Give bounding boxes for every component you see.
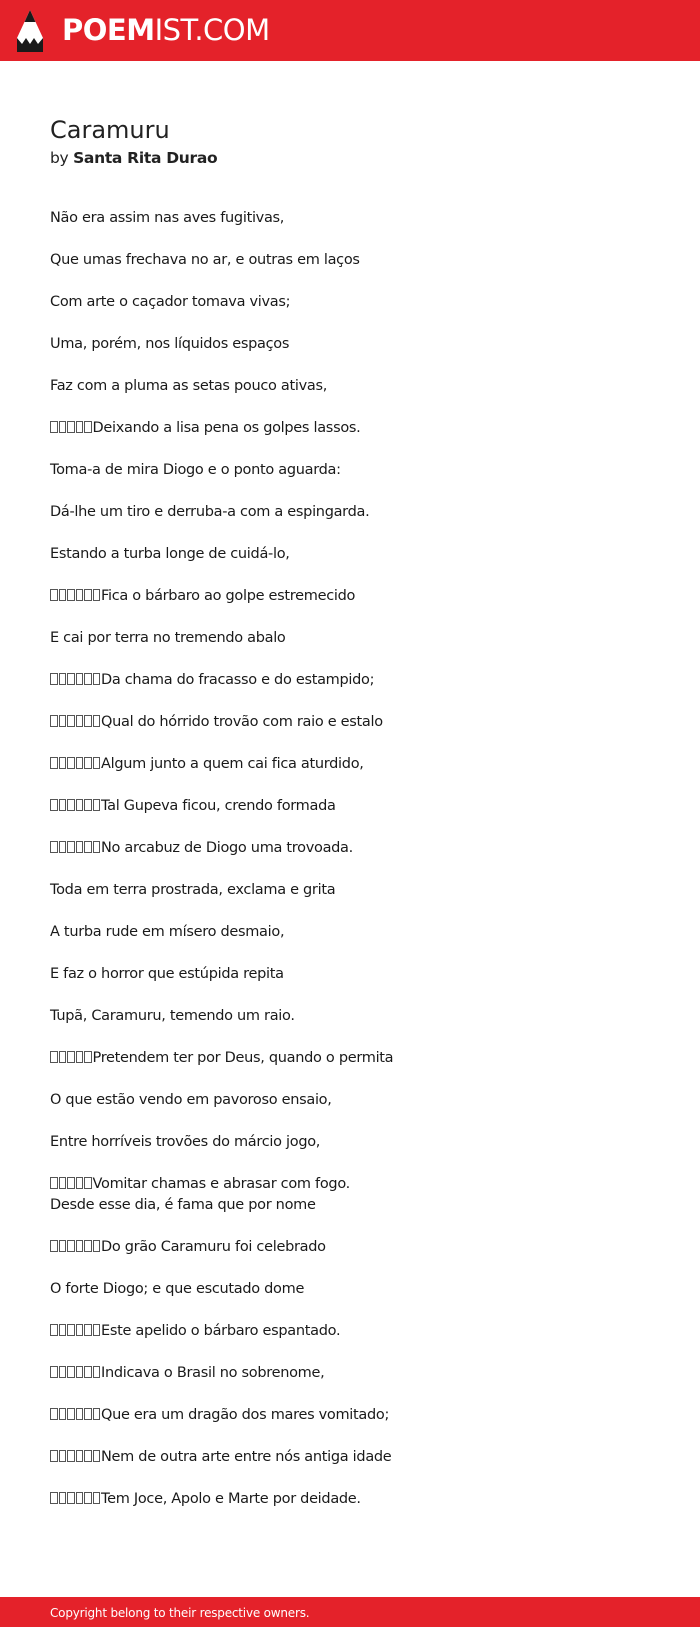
missing-glyph-indent: [50, 1406, 101, 1419]
missing-glyph-indent: [50, 1490, 101, 1503]
poem-line-text: Dá-lhe um tiro e derruba-a com a espingarda.: [50, 504, 370, 520]
poem-line-text: Toma-a de mira Diogo e o ponto aguarda:: [50, 462, 341, 478]
poem-line-text: O que estão vendo em pavoroso ensaio,: [50, 1092, 332, 1108]
poem-line: [50, 1489, 670, 1510]
poem-line-text: Qual do hórrido trovão com raio e estalo: [101, 714, 383, 730]
poem-line-text: Tal Gupeva ficou, crendo formada: [101, 798, 336, 814]
missing-glyph-indent: [50, 1238, 101, 1251]
poem-line: [50, 1279, 670, 1300]
missing-glyph-indent: [50, 839, 101, 852]
poem-line-text: Toda em terra prostrada, exclama e grita: [50, 882, 336, 898]
poem-line-text: Vomitar chamas e abrasar com fogo.: [92, 1176, 350, 1192]
poem-line: [50, 1006, 670, 1027]
poem-line: [50, 628, 670, 649]
poem-line: [50, 1195, 670, 1216]
missing-glyph-indent: [50, 671, 101, 684]
poem-line-text: Da chama do fracasso e do estampido;: [101, 672, 375, 688]
poem-line-text: Entre horríveis trovões do márcio jogo,: [50, 1134, 321, 1150]
poem-body: [50, 208, 670, 1531]
poem-line: [50, 1090, 670, 1111]
poem-line: [50, 460, 670, 481]
poem-line: [50, 250, 670, 271]
poem-line-text: A turba rude em mísero desmaio,: [50, 924, 285, 940]
poem-line-text: Algum junto a quem cai fica aturdido,: [101, 756, 364, 772]
poem-line: [50, 418, 670, 439]
poem-line: [50, 1132, 670, 1153]
poem-line: [50, 376, 670, 397]
poem-line: [50, 1447, 670, 1468]
poem-line: [50, 880, 670, 901]
poem-line-text: Estando a turba longe de cuidá-lo,: [50, 546, 290, 562]
missing-glyph-indent: [50, 755, 101, 768]
poem-line-text: Com arte o caçador tomava vivas;: [50, 294, 291, 310]
poem-line: [50, 838, 670, 859]
missing-glyph-indent: [50, 1364, 101, 1377]
missing-glyph-indent: [50, 1322, 101, 1335]
poem-line-text: E cai por terra no tremendo abalo: [50, 630, 286, 646]
poem-line-text: Este apelido o bárbaro espantado.: [101, 1323, 341, 1339]
site-header: [0, 0, 700, 61]
poem-line-text: Desde esse dia, é fama que por nome: [50, 1197, 316, 1213]
poem-line-text: Fica o bárbaro ao golpe estremecido: [101, 588, 356, 604]
poem-line: [50, 1405, 670, 1426]
poem-line-text: Pretendem ter por Deus, quando o permita: [92, 1050, 394, 1066]
poem-line-text: Uma, porém, nos líquidos espaços: [50, 336, 290, 352]
missing-glyph-indent: [50, 1049, 93, 1062]
poem-line: [50, 292, 670, 313]
poem-line-text: No arcabuz de Diogo uma trovoada.: [101, 840, 353, 856]
poem-line: [50, 1321, 670, 1342]
missing-glyph-indent: [50, 1175, 93, 1188]
poem-line-text: Tem Joce, Apolo e Marte por deidade.: [101, 1491, 361, 1507]
missing-glyph-indent: [50, 587, 101, 600]
missing-glyph-indent: [50, 1448, 101, 1461]
poem-line: [50, 208, 670, 229]
poem-line-text: Não era assim nas aves fugitivas,: [50, 210, 285, 226]
poem-line-text: Indicava o Brasil no sobrenome,: [101, 1365, 325, 1381]
poem-line: [50, 1048, 670, 1069]
poem-line-text: Nem de outra arte entre nós antiga idade: [101, 1449, 392, 1465]
poem-line-text: Tupã, Caramuru, temendo um raio.: [50, 1008, 295, 1024]
poem-author: Santa Rita Durao: [73, 149, 218, 167]
poem-line: [50, 334, 670, 355]
by-label: by: [50, 149, 69, 167]
poem-line: [50, 586, 670, 607]
logo-rest-text: IST.COM: [154, 13, 270, 47]
missing-glyph-indent: [50, 419, 93, 432]
poem-line: [50, 754, 670, 775]
poem-line-text: Deixando a lisa pena os golpes lassos.: [92, 420, 361, 436]
poem-line: [50, 1237, 670, 1258]
copyright-text: Copyright belong to their respective owners.: [50, 1606, 310, 1620]
poem-line: [50, 964, 670, 985]
poem-title: Caramuru: [50, 116, 170, 144]
poem-line: [50, 796, 670, 817]
logo-bold-text: POEM: [62, 13, 155, 47]
poem-line-text: Do grão Caramuru foi celebrado: [101, 1239, 326, 1255]
poem-line: [50, 1174, 670, 1195]
poem-line: [50, 502, 670, 523]
poem-line-text: Que era um dragão dos mares vomitado;: [101, 1407, 390, 1423]
poem-line: [50, 544, 670, 565]
poem-line-text: Faz com a pluma as setas pouco ativas,: [50, 378, 328, 394]
poem-line-text: E faz o horror que estúpida repita: [50, 966, 284, 982]
poem-line: [50, 712, 670, 733]
pencil-icon[interactable]: [17, 10, 43, 52]
poem-byline: [50, 147, 217, 169]
poem-line: [50, 670, 670, 691]
missing-glyph-indent: [50, 797, 101, 810]
poem-line: [50, 1363, 670, 1384]
poem-line: [50, 922, 670, 943]
poem-line-text: Que umas frechava no ar, e outras em laços: [50, 252, 360, 268]
site-logo[interactable]: [62, 10, 270, 50]
site-footer: [0, 1597, 700, 1627]
missing-glyph-indent: [50, 713, 101, 726]
poem-line-text: O forte Diogo; e que escutado dome: [50, 1281, 305, 1297]
